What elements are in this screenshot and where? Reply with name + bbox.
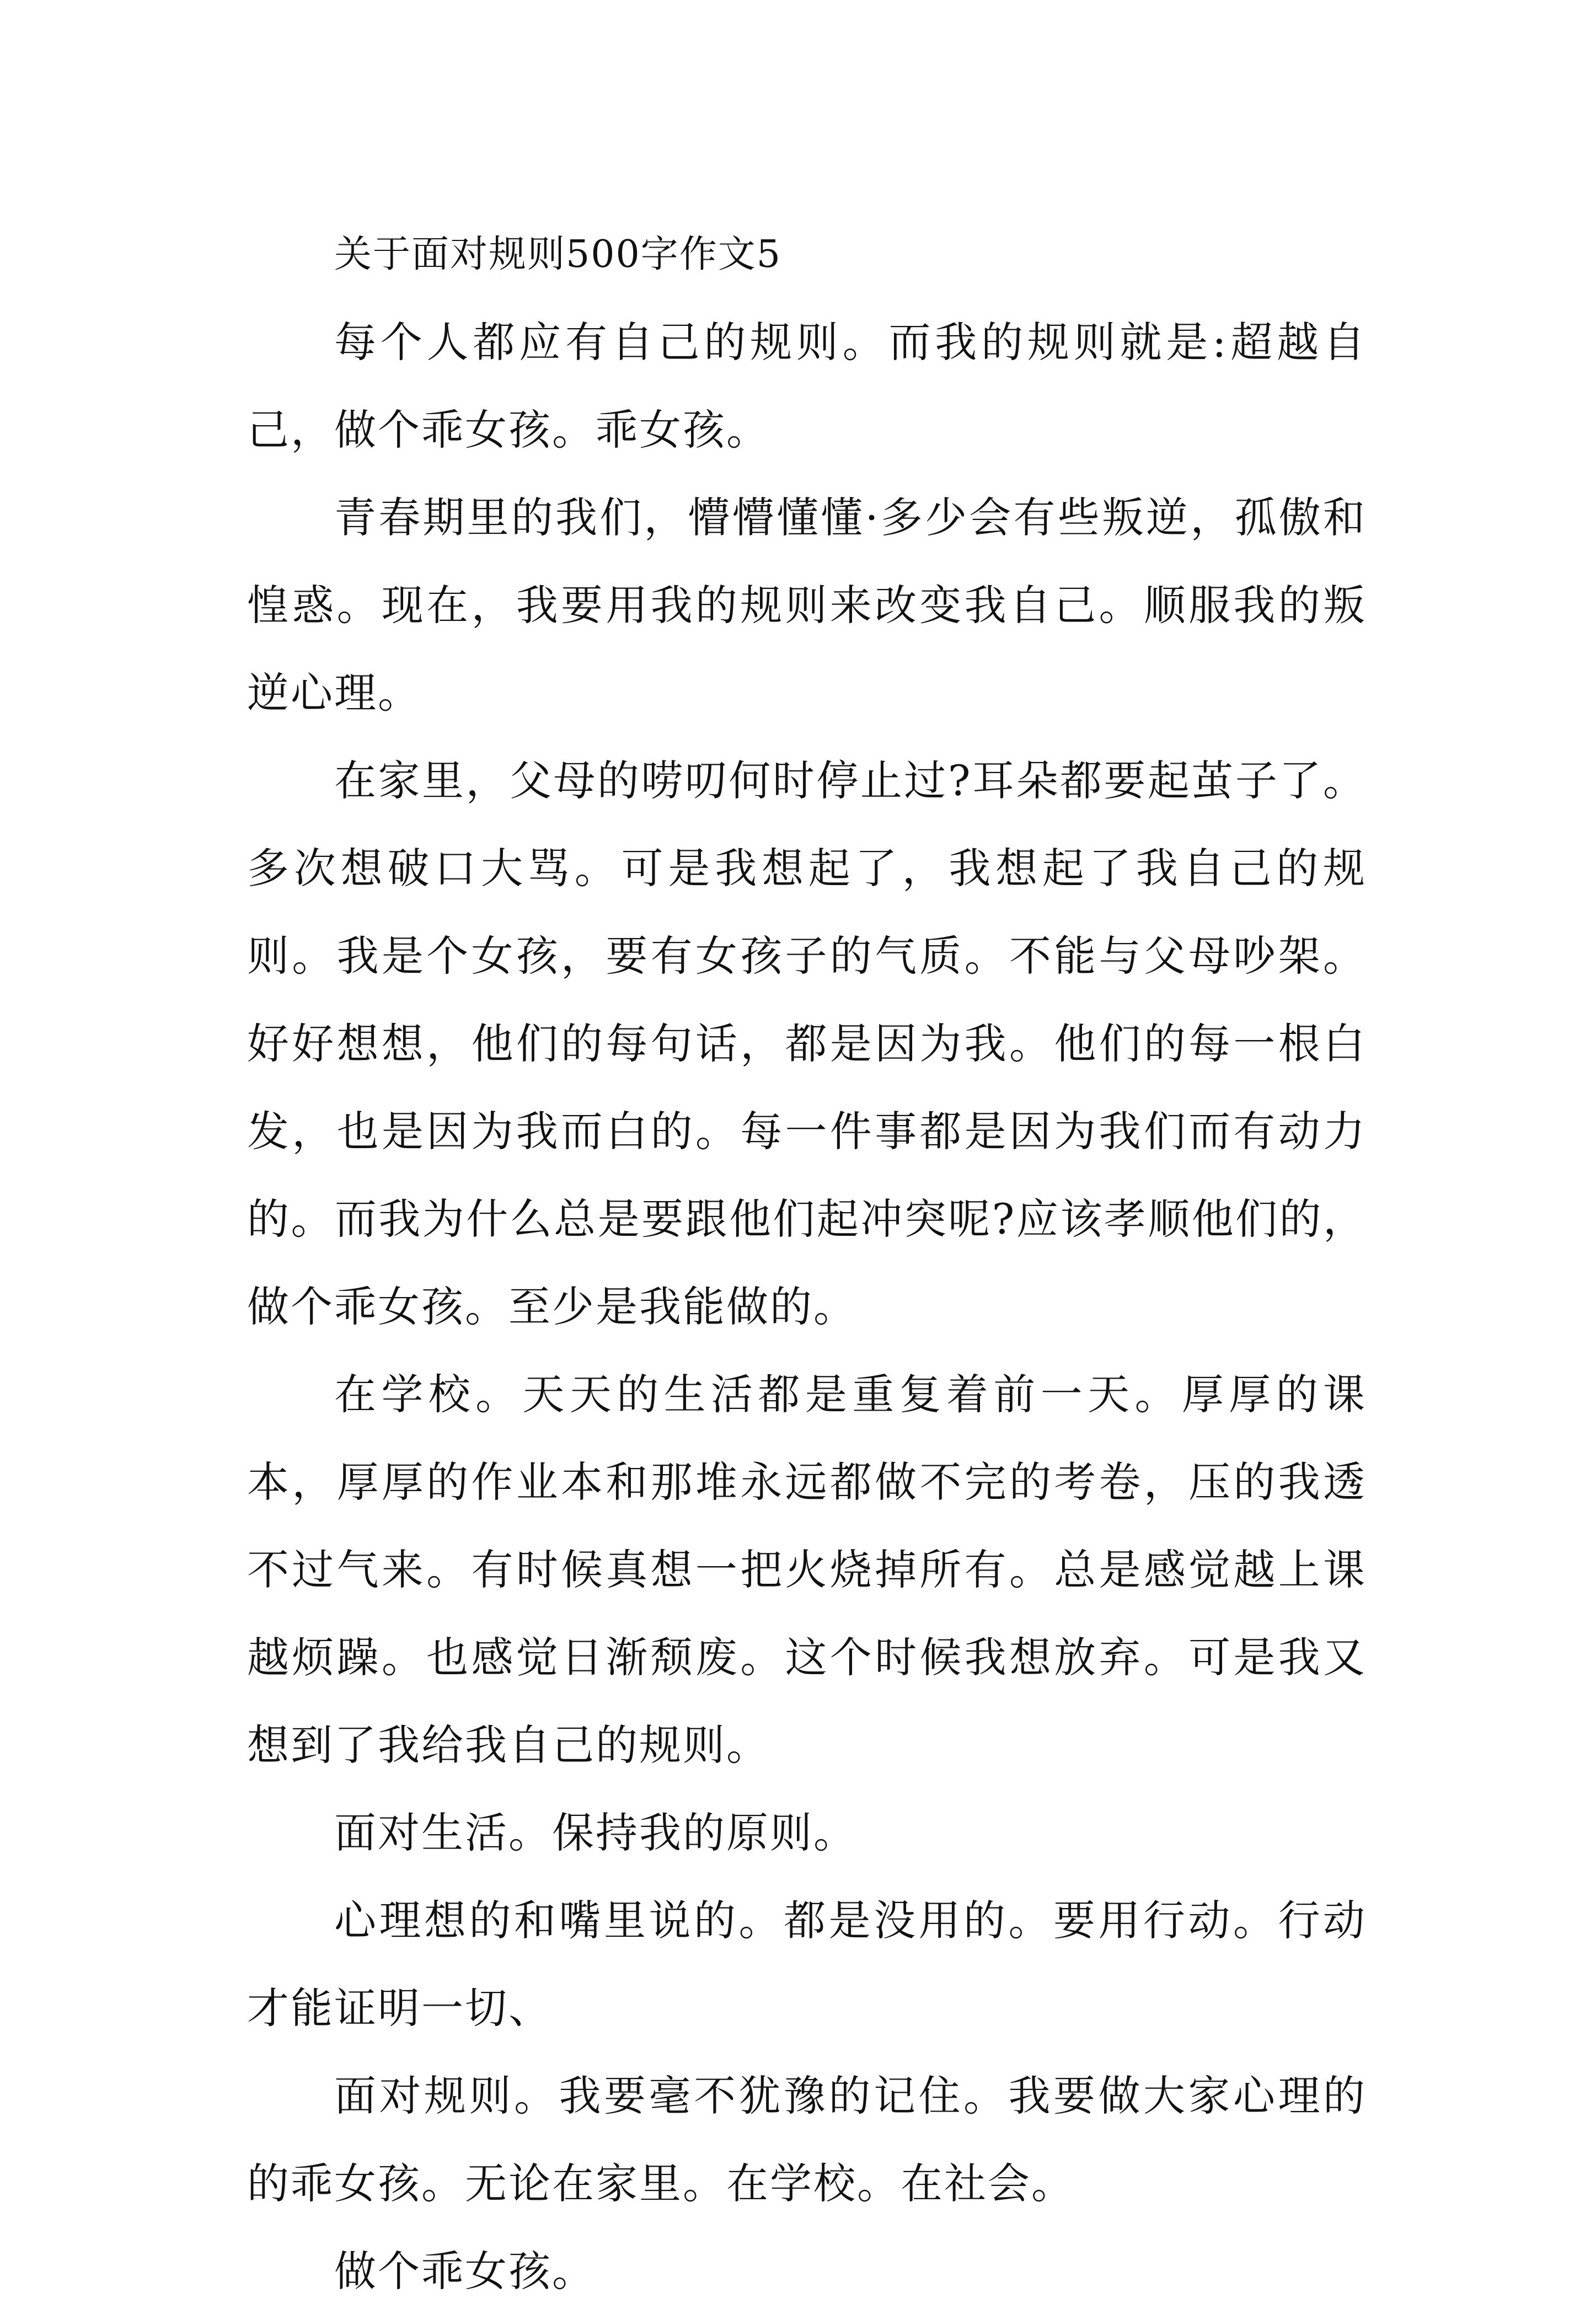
paragraph: 面对生活。保持我的原则。 — [334, 1808, 857, 1857]
paragraph: 每个人都应有自己的规则。而我的规则就是:超越自己，做个乖女孩。乖女孩。 — [247, 318, 1367, 454]
paragraph: 青春期里的我们，懵懵懂懂·多少会有些叛逆，孤傲和惶惑。现在，我要用我的规则来改变我自己。顺服我的叛逆心理。 — [247, 493, 1367, 717]
paragraph: 在家里，父母的唠叨何时停止过?耳朵都要起茧子了。多次想破口大骂。可是我想起了，我想起了我自己的规则。我是个女孩，要有女孩子的气质。不能与父母吵架。好好想想，他们的每句话，都是因为我。他们的每一根白发，也是因为我而白的。每一件事都是因为我们而有动力的。而我为什么总是要跟他们起冲突呢?应该孝顺他们的，做个乖女孩。至少是我能做的。 — [247, 756, 1367, 1331]
paragraph: 在学校。天天的生活都是重复着前一天。厚厚的课本，厚厚的作业本和那堆永远都做不完的考卷，压的我透不过气来。有时候真想一把火烧掉所有。总是感觉越上课越烦躁。也感觉日渐颓废。这个时候我想放弃。可是我又想到了我给我自己的规则。 — [247, 1370, 1367, 1770]
paragraph: 做个乖女孩。 — [334, 2247, 596, 2296]
paragraph: 心理想的和嘴里说的。都是没用的。要用行动。行动才能证明一切、 — [247, 1896, 1367, 2033]
essay-title: 关于面对规则500字作文5 — [334, 233, 782, 276]
essay-body — [247, 211, 1367, 2315]
paragraph: 面对规则。我要毫不犹豫的记住。我要做大家心理的的乖女孩。无论在家里。在学校。在社会。 — [247, 2071, 1367, 2208]
